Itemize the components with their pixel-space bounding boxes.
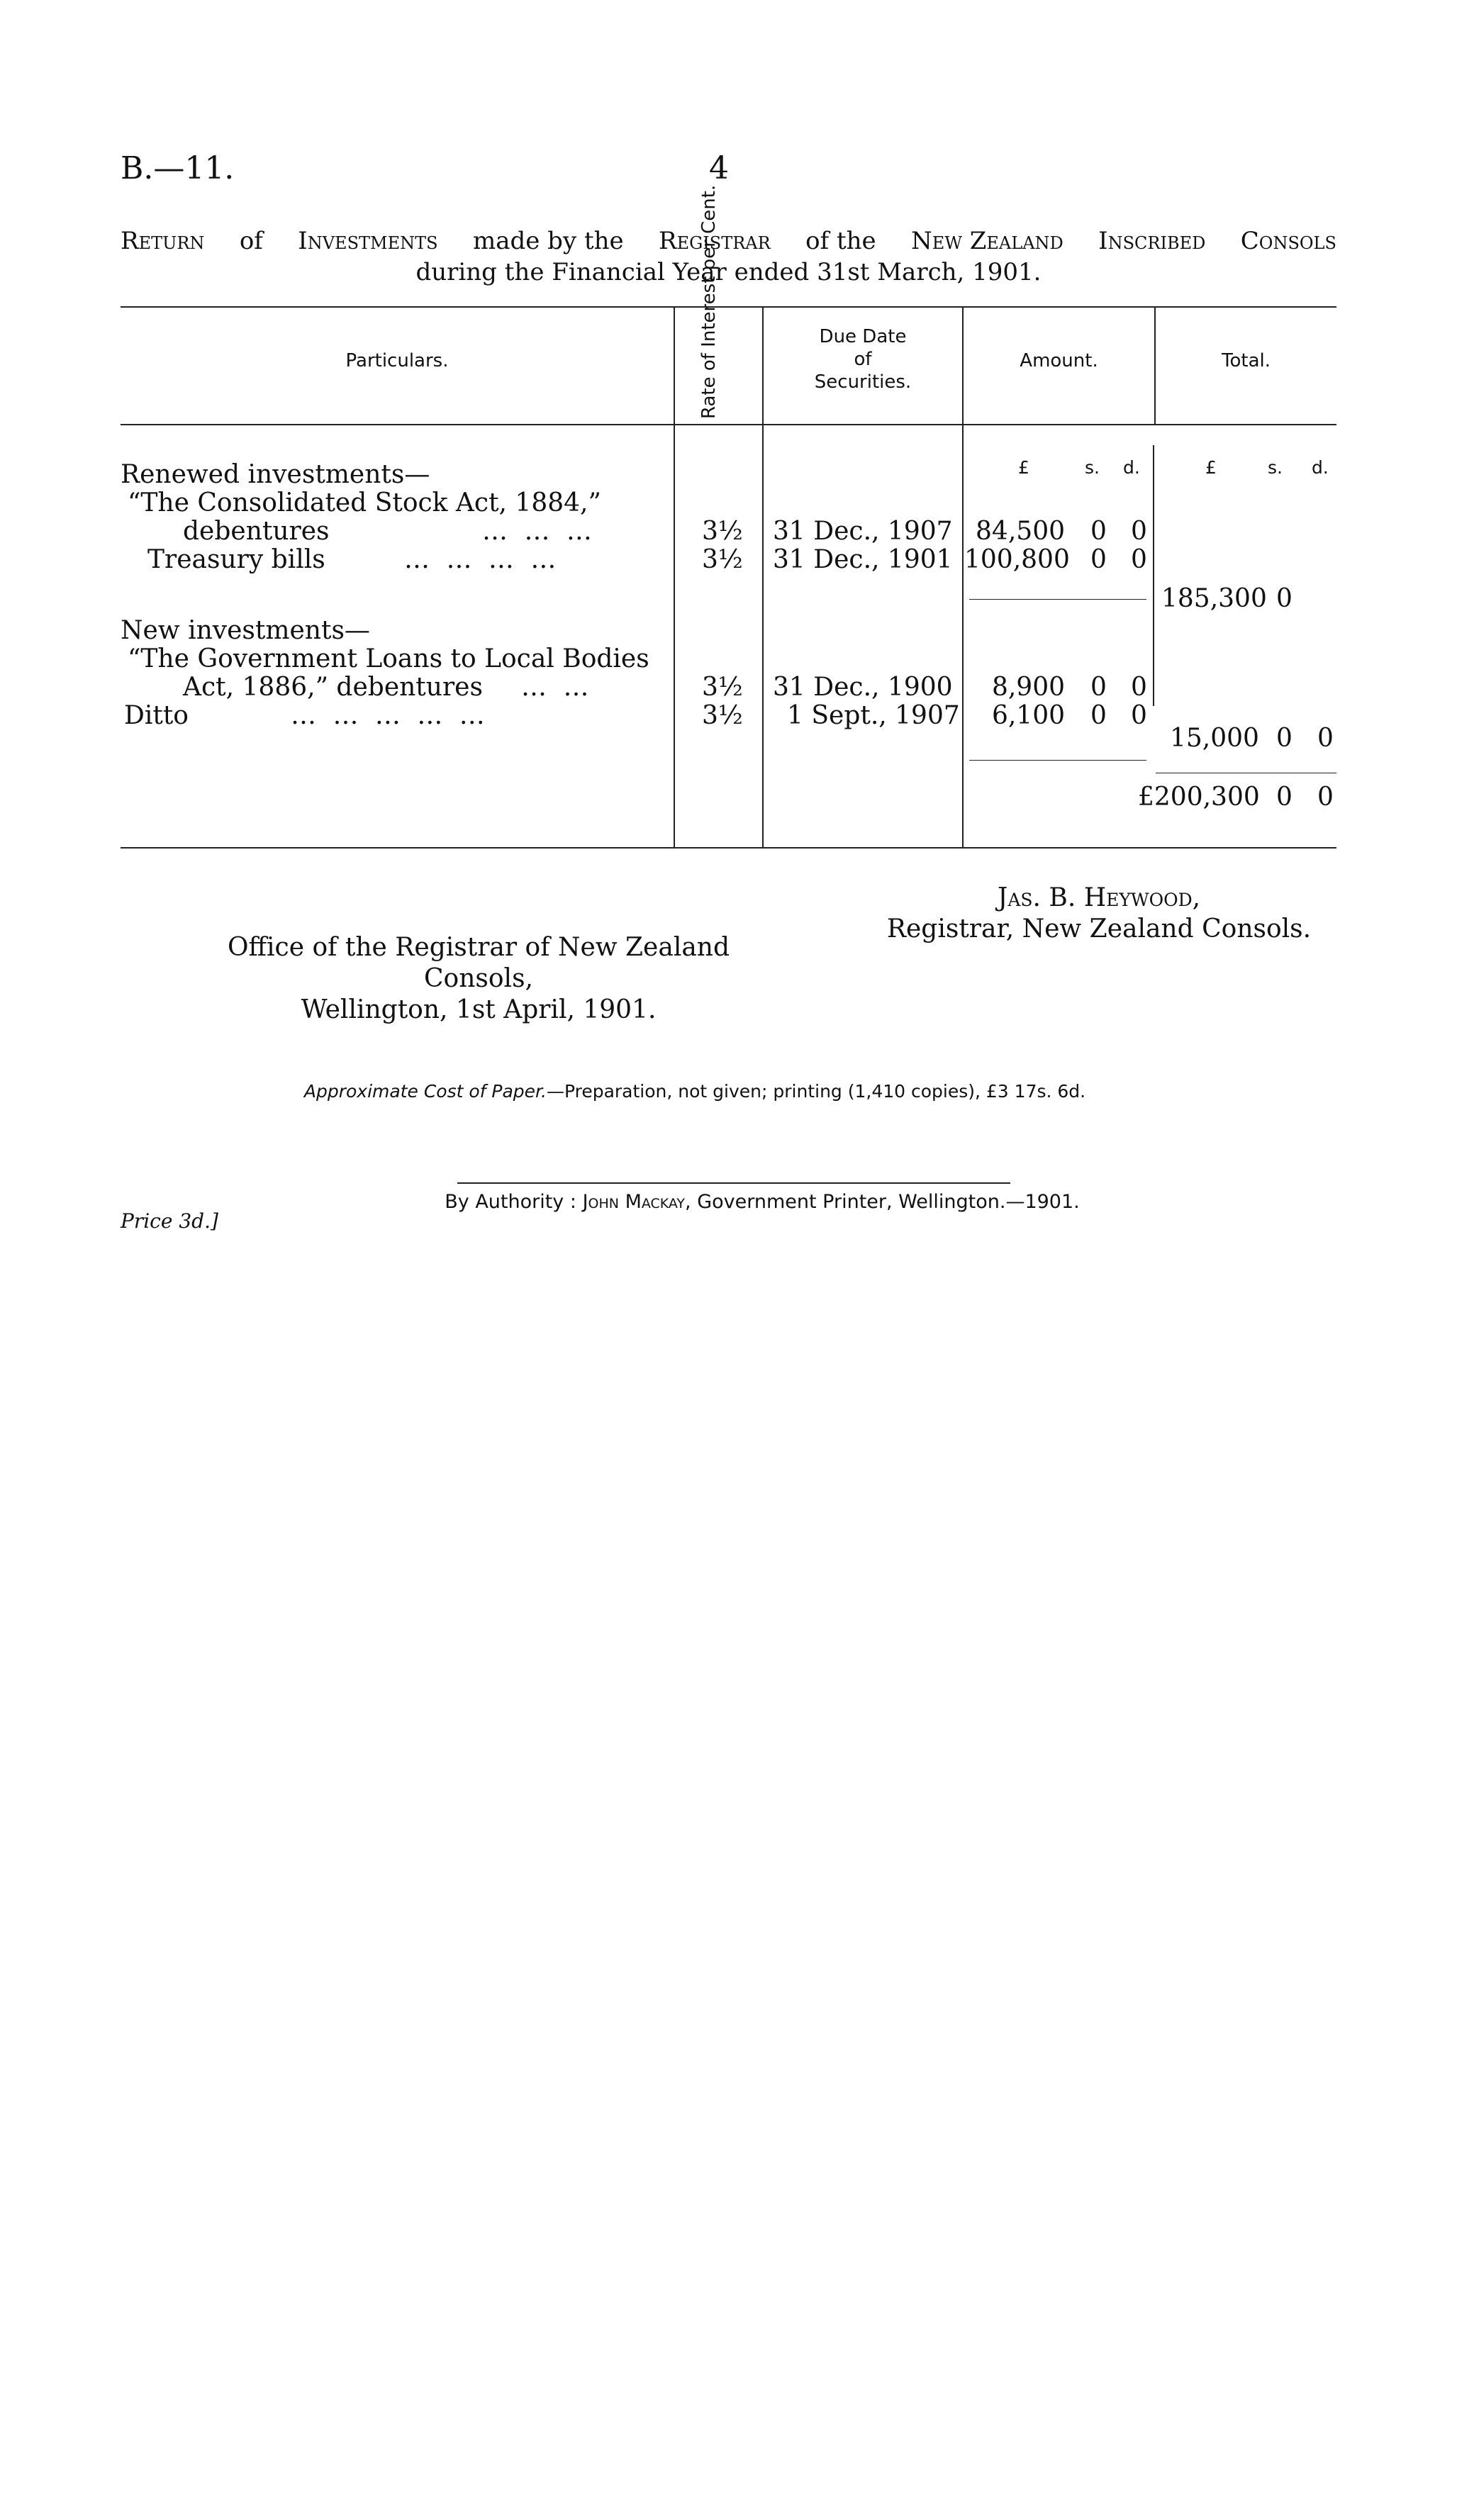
grand-total-shillings: 0	[1276, 783, 1293, 812]
unit-pound: £	[1205, 457, 1217, 478]
consol-stock-act-text: “The Consolidated Stock Act, 1884,”	[128, 488, 601, 517]
footer-rule	[457, 1182, 1010, 1184]
due-date-line: Securities.	[814, 371, 912, 393]
column-header-rate: Rate of Interest per Cent.	[698, 184, 720, 419]
ditto-label: Ditto	[124, 701, 189, 730]
leader-dots: … … … … …	[291, 701, 489, 730]
subtotal-rule	[969, 760, 1146, 761]
authority-prefix: By Authority :	[445, 1191, 576, 1213]
printer-name: John Mackay,	[582, 1191, 691, 1213]
heading-word: Inscribed	[1098, 227, 1206, 255]
ditto-rate: 3½	[702, 701, 743, 730]
leader-dots: … …	[521, 673, 593, 702]
consol-pence: 0	[1131, 517, 1147, 546]
consol-debentures-label: debentures	[183, 517, 330, 546]
document-heading	[121, 225, 1336, 288]
ditto-due-date: 1 Sept., 1907	[787, 701, 960, 730]
heading-word: of	[239, 227, 263, 255]
consol-amount: 84,500	[976, 517, 1065, 546]
table-header-rule	[121, 424, 1336, 425]
due-date-line: of	[854, 349, 872, 370]
treasury-shillings: 0	[1090, 545, 1107, 574]
unit-pound: £	[1018, 457, 1029, 478]
column-rule	[674, 306, 675, 847]
treasury-due-date: 31 Dec., 1901	[773, 545, 953, 574]
heading-word: Investments	[298, 227, 438, 255]
subtotal-rule	[969, 599, 1146, 600]
loans-debentures-label: Act, 1886,” debentures	[183, 673, 483, 702]
renewed-subtotal: 185,300	[1161, 584, 1267, 613]
treasury-rate: 3½	[702, 545, 743, 574]
loans-amount: 8,900	[991, 673, 1065, 702]
due-date-line: Due Date	[819, 326, 907, 347]
column-header-total: Total.	[1222, 350, 1271, 371]
section-renewed-investments: Renewed investments—	[121, 460, 430, 489]
unit-shillings: s.	[1268, 457, 1283, 478]
cost-label: Approximate Cost of Paper.	[303, 1081, 547, 1102]
leader-dots: … … … …	[404, 545, 561, 574]
grand-total-pence: 0	[1317, 783, 1334, 812]
heading-word: made by the	[472, 227, 624, 255]
office-line: Office of the Registrar of New Zealand Consols,	[227, 933, 730, 993]
consol-rate: 3½	[702, 517, 743, 546]
heading-word: Registrar	[659, 227, 771, 255]
signatory-title: Registrar, New Zealand Consols.	[886, 914, 1312, 943]
table-bottom-rule	[121, 847, 1336, 849]
column-header-due-date	[764, 325, 962, 393]
unit-shillings: s.	[1085, 457, 1100, 478]
authority-suffix: Government Printer, Wellington.—1901.	[697, 1191, 1080, 1213]
new-subtotal-pence: 0	[1317, 724, 1334, 753]
amount-total-rule	[1153, 445, 1154, 706]
treasury-amount: 100,800	[964, 545, 1070, 574]
new-subtotal: 15,000	[1170, 724, 1259, 753]
column-header-amount: Amount.	[1020, 350, 1098, 371]
ditto-amount: 6,100	[991, 701, 1065, 730]
office-line: Wellington, 1st April, 1901.	[301, 995, 657, 1024]
heading-line-2: during the Financial Year ended 31st March, 1901.	[415, 258, 1042, 286]
treasury-pence: 0	[1131, 545, 1147, 574]
ditto-shillings: 0	[1090, 701, 1107, 730]
consol-due-date: 31 Dec., 1907	[773, 517, 953, 546]
loans-pence: 0	[1131, 673, 1147, 702]
loans-shillings: 0	[1090, 673, 1107, 702]
unit-pence: d.	[1312, 457, 1329, 478]
loans-act-line: “The Government Loans to Local Bodies	[128, 644, 649, 673]
unit-pence: d.	[1123, 457, 1140, 478]
heading-word: Consols	[1240, 227, 1336, 255]
consol-shillings: 0	[1090, 517, 1107, 546]
grand-total: £200,300	[1138, 783, 1260, 812]
renewed-subtotal-shillings: 0	[1276, 584, 1293, 613]
heading-word: of the	[805, 227, 876, 255]
treasury-bills-label: Treasury bills	[147, 545, 325, 574]
printer-authority	[284, 1191, 1241, 1213]
heading-word: New Zealand	[911, 227, 1064, 255]
ditto-pence: 0	[1131, 701, 1147, 730]
document-reference: B.—11.	[121, 150, 235, 186]
price-note: Price 3d.]	[121, 1209, 218, 1233]
new-subtotal-shillings: 0	[1276, 724, 1293, 753]
signatory-name: Jas. B. Heywood,	[997, 883, 1201, 912]
loans-rate: 3½	[702, 673, 743, 702]
leader-dots: … … …	[482, 517, 596, 546]
section-new-investments: New investments—	[121, 616, 370, 645]
column-rule	[962, 306, 964, 847]
cost-details: —Preparation, not given; printing (1,410 copies), £3 17s. 6d.	[546, 1081, 1086, 1102]
column-header-particulars: Particulars.	[345, 350, 449, 371]
heading-word: Return	[121, 227, 205, 255]
signature-block	[872, 883, 1326, 945]
office-address	[177, 932, 780, 1026]
heading-line-1	[121, 225, 1336, 257]
consol-stock-act-line	[128, 489, 666, 517]
loans-due-date: 31 Dec., 1900	[773, 673, 953, 702]
cost-of-paper-note	[142, 1081, 1248, 1102]
page-number: 4	[709, 150, 729, 186]
